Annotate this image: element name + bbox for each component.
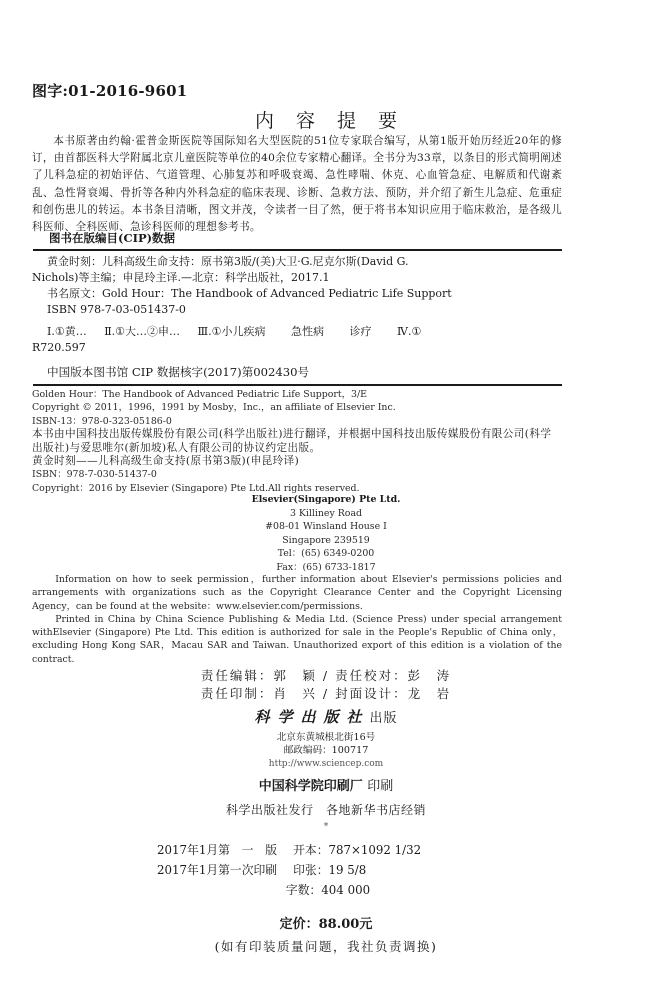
elsevier-tel: Tel：(65) 6349-0200 [277, 548, 375, 560]
printer-name: 中国科学院印刷厂 [258, 779, 363, 794]
summary-block [32, 133, 562, 236]
printed-notice: Printed in China by China Science Publishing & Media Ltd. (Science Press) under special arrangement withElsevier (Singapore) Pte Ltd. This edition is authorized for sale in the People's Republic of China only，excluding Hong Kong SAR，Macau SAR and Taiwan. Unauthorized export of this edition is a violation of the contract. [32, 613, 562, 665]
cip-top-rule [33, 249, 562, 251]
credits-line1: 责任编辑：郭 颖 / 责任校对：彭 涛 [200, 668, 452, 683]
publisher-name: 科学出版社 [254, 708, 370, 726]
cip-isbn: ISBN 978-7-03-051437-0 [47, 303, 186, 316]
cip-entry-line2: Nichols)等主编；申昆玲主译.—北京：科学出版社，2017.1 [32, 271, 330, 284]
rights-notice [32, 573, 562, 666]
elsevier-unit: #08-01 Winsland House I [265, 521, 387, 533]
cip-entry-line1: 黄金时刻：儿科高级生命支持：原书第3版/(美)大卫·G.尼克尔斯(David G. [47, 255, 409, 268]
elsevier-street: 3 Killiney Road [289, 507, 363, 519]
classification-3b: 急性病 [291, 325, 325, 338]
printer-suffix: 印刷 [367, 779, 394, 794]
publisher-postcode: 邮政编码：100717 [283, 745, 369, 757]
publication-info [0, 840, 652, 900]
original-isbn: ISBN-13：978-0-323-05186-0 [32, 415, 172, 427]
cip-bottom-rule [33, 384, 562, 386]
cip-block [32, 254, 562, 380]
cip-number: 中国版本图书馆 CIP 数据核字(2017)第002430号 [47, 365, 310, 379]
printer-line [0, 775, 652, 794]
chinese-title: 黄金时刻——儿科高级生命支持(原书第3版)(申昆玲译) [32, 455, 300, 468]
word-count: 字数：404 000 [285, 883, 371, 897]
edition: 2017年1月第 一 版 [157, 843, 278, 857]
chinese-copyright: Copyright：2016 by Elsevier (Singapore) Pte Ltd.All rights reserved. [32, 482, 360, 494]
classification-4: Ⅳ.① [397, 325, 422, 338]
original-copyright: Copyright © 2011，1996，1991 by Mosby，Inc.，an affiliate of Elsevier Inc. [32, 402, 396, 414]
classification-3: Ⅲ.①小儿疾病 [197, 325, 266, 338]
edition-line [0, 840, 652, 860]
editorial-credits [0, 667, 652, 703]
publisher-address [0, 731, 652, 771]
translation-note: 本书由中国科技出版传媒股份有限公司(科学出版社)进行翻译，并根据中国科技出版传媒股份有限公司(科学出版社)与爱思唯尔(新加坡)私人有限公司的协议约定出版。 [32, 428, 552, 454]
printing-line [0, 860, 652, 880]
credits-line2: 责任印制：肖 兴 / 封面设计：龙 岩 [200, 686, 452, 701]
elsevier-fax: Fax：(65) 6733-1817 [276, 561, 376, 573]
classification-1: Ⅰ.①黄… [47, 325, 87, 338]
cip-classification [32, 324, 562, 340]
separator-star: * [323, 822, 329, 832]
sheets: 印张：19 5/8 [293, 863, 367, 877]
elsevier-city: Singapore 239519 [282, 534, 370, 546]
page-title: 内容提要 [254, 110, 419, 132]
summary-paragraph: 本书原著由约翰·霍普金斯医院等国际知名大型医院的51位专家联合编写，从第1版开始历经近20年的修订，由首都医科大学附属北京儿童医院等单位的40余位专家精心翻译。全书分为33章，以条目的形式简明阐述了儿科急症的初始评估、气道管理、心肺复苏和呼吸衰竭、急性哮喘、休克、心血管急症、电解质和代谢紊乱、急性肾衰竭、骨折等各种内外科急症的临床表现、诊断、急救方法、预防，并介绍了新生儿急症、危重症和创伤患儿的转运。本书条目清晰，图文并茂，令读者一目了然，便于将书本知识应用于临床救治，是各级儿科医师、全科医师、急诊科医师的理想参考书。 [32, 135, 562, 234]
price: 定价：88.00元 [279, 917, 373, 932]
classification-code: R720.597 [32, 341, 86, 354]
publisher-url: http://www.sciencep.com [268, 758, 384, 769]
printing: 2017年1月第一次印刷 [157, 863, 278, 877]
elsevier-address [0, 493, 652, 575]
permissions-notice: Information on how to seek permission，further information about Elsevier's permissions policies and arrangements with organizations such as the Copyright Clearance Center and the Copyright Licensing Agency，can be found at the website：www.elsevier.com/permissions. [32, 574, 562, 612]
registration-number: 图字:01-2016-9601 [32, 82, 188, 100]
publisher-line [0, 706, 652, 727]
publisher-street: 北京东黄城根北街16号 [276, 732, 376, 743]
cip-original-title: 书名原文：Gold Hour：The Handbook of Advanced Pediatric Life Support [47, 287, 452, 300]
elsevier-name: Elsevier(Singapore) Pte Ltd. [251, 494, 401, 505]
cip-heading: 图书在版编目(CIP)数据 [49, 231, 176, 245]
publisher-suffix: 出版 [369, 711, 398, 726]
original-title: Golden Hour：The Handbook of Advanced Pediatric Life Support，3/E [32, 389, 367, 400]
distribution-line: 科学出版社发行 各地新华书店经销 [225, 803, 426, 817]
classification-3c: 诊疗 [349, 325, 372, 338]
replacement-notice: (如有印装质量问题，我社负责调换) [214, 939, 438, 954]
classification-2: Ⅱ.①大…②申… [104, 325, 181, 338]
format: 开本：787×1092 1/32 [293, 843, 422, 857]
chinese-isbn: ISBN：978-7-030-51437-0 [32, 469, 157, 481]
copyright-block [32, 388, 562, 495]
